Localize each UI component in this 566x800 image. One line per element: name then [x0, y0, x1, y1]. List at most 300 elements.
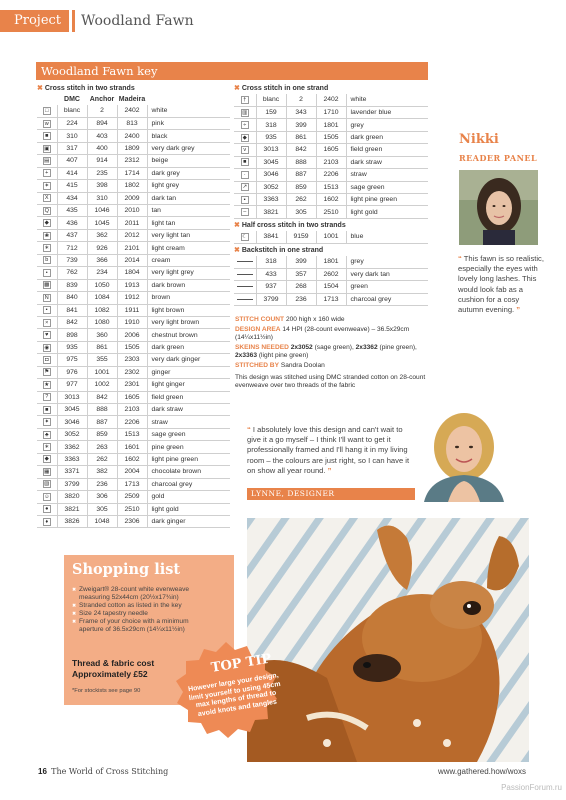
name-cell: light cream [147, 242, 230, 254]
symbol-cell [234, 106, 256, 118]
dmc-cell: 317 [57, 142, 87, 154]
fawn-image [247, 518, 529, 762]
symbol-cell [37, 515, 57, 527]
header-divider [72, 10, 75, 32]
top-tip-text: However large your design, limit yourself to using 45cm max lengths of thread to avoid knots and tangles [187, 672, 281, 718]
name-cell: dark straw [346, 156, 428, 168]
symbol-cell [37, 503, 57, 515]
name-cell: green [346, 281, 428, 293]
stitched-by: STITCHED BY Sandra Doolan [235, 361, 325, 369]
madeira-cell: 1714 [117, 167, 147, 179]
dmc-cell: 3799 [57, 478, 87, 490]
madeira-cell: 2312 [117, 155, 147, 167]
madeira-cell: 813 [117, 117, 147, 129]
backstitch-line-icon [237, 299, 253, 300]
stitch-symbol-icon: ✶ [44, 182, 50, 189]
name-cell: pine green [147, 441, 230, 453]
anchor-cell: 310 [87, 192, 117, 204]
madeira-cell: 2402 [117, 105, 147, 117]
key-table [234, 94, 428, 219]
anchor-cell: 305 [286, 206, 316, 218]
symbol-cell [37, 366, 57, 378]
symbol-cell [37, 304, 57, 316]
table-row [234, 144, 428, 156]
dmc-cell: 3371 [57, 466, 87, 478]
madeira-cell: 2602 [316, 268, 346, 280]
anchor-cell: 236 [286, 293, 316, 305]
dmc-cell: 975 [57, 354, 87, 366]
table-row [37, 428, 230, 440]
symbol-cell [234, 206, 256, 218]
name-cell: ginger [147, 366, 230, 378]
name-cell: dark straw [147, 404, 230, 416]
name-cell: charcoal grey [346, 293, 428, 305]
name-cell: very dark tan [346, 268, 428, 280]
madeira-cell: 2400 [117, 130, 147, 142]
madeira-cell: 1513 [316, 181, 346, 193]
dmc-cell: 3046 [256, 169, 286, 181]
stitch-symbol-icon: ▥ [242, 109, 248, 116]
madeira-cell: 2510 [316, 206, 346, 218]
symbol-cell [37, 341, 57, 353]
symbol-cell [37, 428, 57, 440]
name-cell: field green [147, 391, 230, 403]
table-row [234, 94, 428, 106]
madeira-cell: 2402 [316, 94, 346, 106]
publication-name: The World of Cross Stitching [51, 767, 169, 776]
symbol-cell [37, 379, 57, 391]
symbol-cell [234, 131, 256, 143]
anchor-cell: 887 [286, 169, 316, 181]
dmc-cell: 3363 [256, 194, 286, 206]
madeira-cell: 1713 [316, 293, 346, 305]
list-item: ✖ Stranded cotton as listed in the key [72, 602, 202, 610]
stitch-symbol-icon: w [43, 120, 51, 128]
dmc-cell: 435 [57, 205, 87, 217]
stitch-symbol-icon: ■ [43, 132, 51, 140]
dmc-cell: 3799 [256, 293, 286, 305]
stitch-symbol-icon: ☾ [242, 233, 248, 240]
table-row [37, 205, 230, 217]
anchor-cell: 360 [87, 329, 117, 341]
table-row [37, 366, 230, 378]
table-row [37, 316, 230, 328]
table-row [234, 293, 428, 305]
madeira-cell: 2009 [117, 192, 147, 204]
madeira-cell: 1505 [316, 131, 346, 143]
key-table [234, 256, 428, 306]
dmc-cell: 842 [57, 316, 87, 328]
stitch-symbol-icon: ▦ [44, 468, 50, 475]
name-cell: pink [147, 117, 230, 129]
stitch-symbol-icon: ▪ [43, 306, 51, 314]
design-description: This design was stitched using DMC stranded cotton on 28-count evenweave over two threads of the fabric [235, 373, 426, 390]
madeira-cell: 1602 [316, 194, 346, 206]
madeira-cell: 1601 [117, 441, 147, 453]
dmc-cell: 434 [57, 192, 87, 204]
dmc-cell: 224 [57, 117, 87, 129]
stitch-symbol-icon: ◆ [242, 134, 247, 141]
panelist-photo [459, 170, 538, 245]
anchor-cell: 1002 [87, 379, 117, 391]
anchor-cell: 842 [286, 144, 316, 156]
designer-photo [418, 405, 510, 502]
table-row [37, 304, 230, 316]
dmc-cell: 935 [57, 341, 87, 353]
symbol-cell [37, 354, 57, 366]
madeira-cell: 2103 [117, 404, 147, 416]
symbol-cell [37, 453, 57, 465]
symbol-cell [37, 292, 57, 304]
madeira-cell: 1605 [117, 391, 147, 403]
madeira-cell: 2014 [117, 254, 147, 266]
column-header-name [147, 94, 230, 105]
anchor-cell: 362 [87, 229, 117, 241]
madeira-cell: 2103 [316, 156, 346, 168]
symbol-cell [37, 105, 57, 117]
page-number: 16 [38, 767, 47, 776]
name-cell: dark brown [147, 279, 230, 291]
dmc-cell: 935 [256, 131, 286, 143]
dmc-cell: 407 [57, 155, 87, 167]
column-header-anchor: Anchor [89, 96, 115, 103]
section-title: ✖ Cross stitch in two strands [37, 85, 135, 92]
table-row [37, 329, 230, 341]
symbol-cell [37, 217, 57, 229]
list-item: ✖ Frame of your choice with a minimum aperture of 36.5x29cm (14¼x11½in) [72, 618, 202, 634]
name-cell: tan [147, 205, 230, 217]
table-row [234, 268, 428, 280]
anchor-cell: 403 [87, 130, 117, 142]
symbol-cell [37, 130, 57, 142]
stitch-symbol-icon: N [43, 294, 51, 302]
madeira-cell: 1001 [316, 231, 346, 243]
table-row [234, 169, 428, 181]
stitch-symbol-icon: ◆ [44, 456, 49, 463]
cost-value: Approximately £52 [72, 669, 148, 679]
stitch-symbol-icon: ■ [43, 406, 51, 414]
name-cell: charcoal grey [147, 478, 230, 490]
anchor-cell: 1045 [87, 217, 117, 229]
dmc-cell: 3013 [57, 391, 87, 403]
symbol-cell [234, 256, 256, 268]
stitch-symbol-icon: ▣ [44, 145, 50, 152]
stitch-symbol-icon: ❀ [44, 232, 50, 239]
madeira-cell: 2206 [117, 416, 147, 428]
madeira-cell: 1809 [117, 142, 147, 154]
name-cell: lavender blue [346, 106, 428, 118]
name-cell: straw [147, 416, 230, 428]
table-row [37, 441, 230, 453]
anchor-cell: 1001 [87, 366, 117, 378]
madeira-cell: 2306 [117, 515, 147, 527]
design-notes [235, 316, 431, 392]
madeira-cell: 2006 [117, 329, 147, 341]
stitch-symbol-icon: ⚑ [44, 369, 50, 376]
section-title: ✖ Backstitch in one strand [234, 246, 324, 254]
madeira-cell: 1913 [117, 279, 147, 291]
table-row [37, 155, 230, 167]
stitch-symbol-icon: † [241, 96, 249, 104]
table-row [37, 292, 230, 304]
designer-credit: LYNNE, DESIGNER [247, 488, 415, 500]
symbol-cell [37, 142, 57, 154]
symbol-cell [37, 155, 57, 167]
symbol-cell [37, 167, 57, 179]
anchor-cell: 1084 [87, 292, 117, 304]
footer-url: www.gathered.how/woxs [437, 767, 526, 776]
anchor-cell: 1046 [87, 205, 117, 217]
anchor-cell: 268 [286, 281, 316, 293]
symbol-cell [37, 117, 57, 129]
symbol-cell [37, 205, 57, 217]
table-row [37, 105, 230, 117]
stitch-symbol-icon: ☺ [43, 493, 50, 500]
anchor-cell: 2 [87, 105, 117, 117]
panelist-quote: “ This fawn is so realistic, especially the eyes with lovely long lashes. This would look fab as a cushion for a cosy autumn evening. ” [458, 254, 544, 315]
stitch-symbol-icon: ✦ [44, 419, 50, 426]
dmc-cell: 3826 [57, 515, 87, 527]
stitch-symbol-icon: ∗ [44, 444, 50, 451]
name-cell: grey [346, 119, 428, 131]
stitch-symbol-icon: ◉ [44, 344, 50, 351]
dmc-cell: 937 [256, 281, 286, 293]
table-row [37, 391, 230, 403]
anchor-cell: 305 [87, 503, 117, 515]
anchor-cell: 859 [87, 428, 117, 440]
dmc-cell: 159 [256, 106, 286, 118]
backstitch-line-icon [237, 286, 253, 287]
name-cell: dark green [346, 131, 428, 143]
dmc-cell: blanc [57, 105, 87, 117]
symbol-cell [37, 391, 57, 403]
madeira-cell: 2509 [117, 491, 147, 503]
anchor-cell: 888 [286, 156, 316, 168]
madeira-cell: 2301 [117, 379, 147, 391]
column-header-symbol [37, 94, 57, 105]
anchor-cell: 2 [286, 94, 316, 106]
portrait-image [459, 170, 538, 245]
stitch-symbol-icon: ▩ [44, 282, 50, 289]
anchor-cell: 861 [87, 341, 117, 353]
madeira-cell: 1710 [316, 106, 346, 118]
name-cell: light pine green [147, 453, 230, 465]
anchor-cell: 382 [87, 466, 117, 478]
stitch-symbol-icon: ♥ [43, 331, 51, 339]
stitch-symbol-icon: ▪ [241, 196, 249, 204]
table-row [234, 256, 428, 268]
symbol-cell [234, 281, 256, 293]
stitch-symbol-icon: ◘ [43, 356, 51, 364]
name-cell: light grey [147, 180, 230, 192]
stitch-symbol-icon: X [43, 194, 51, 202]
column-header-dmc: DMC [64, 96, 80, 103]
dmc-cell: 739 [57, 254, 87, 266]
name-cell: very light grey [147, 267, 230, 279]
table-row [234, 281, 428, 293]
fawn-cross-stitch-photo [247, 518, 529, 762]
table-row [234, 131, 428, 143]
madeira-cell: 1911 [117, 304, 147, 316]
madeira-cell: 2011 [117, 217, 147, 229]
anchor-cell: 1080 [87, 316, 117, 328]
name-cell: beige [147, 155, 230, 167]
stitch-symbol-icon: • [43, 269, 51, 277]
shopping-items [72, 586, 202, 635]
dmc-cell: 3052 [256, 181, 286, 193]
table-row [37, 142, 230, 154]
dmc-cell: 762 [57, 267, 87, 279]
dmc-cell: 433 [256, 268, 286, 280]
table-row [37, 242, 230, 254]
dmc-cell: 3013 [256, 144, 286, 156]
anchor-cell: 262 [286, 194, 316, 206]
symbol-cell [234, 268, 256, 280]
dmc-cell: 3841 [256, 231, 286, 243]
madeira-cell: 1912 [117, 292, 147, 304]
stitch-symbol-icon: ■ [241, 158, 249, 166]
stitch-symbol-icon: · [241, 171, 249, 179]
name-cell: light ginger [147, 379, 230, 391]
name-cell: light pine green [346, 194, 428, 206]
page-footer-left [38, 767, 168, 776]
symbol-cell [37, 466, 57, 478]
key-table [37, 94, 230, 528]
anchor-cell: 343 [286, 106, 316, 118]
backstitch-line-icon [237, 274, 253, 275]
symbol-cell [234, 119, 256, 131]
stitch-symbol-icon: + [43, 169, 51, 177]
cross-icon: ✖ [234, 85, 240, 92]
table-row [234, 119, 428, 131]
name-cell: straw [346, 169, 428, 181]
table-row [37, 180, 230, 192]
table-row [37, 130, 230, 142]
madeira-cell: 2010 [117, 205, 147, 217]
symbol-cell [37, 404, 57, 416]
table-row [37, 379, 230, 391]
madeira-cell: 1602 [117, 453, 147, 465]
name-cell: sage green [147, 428, 230, 440]
dmc-cell: 3362 [57, 441, 87, 453]
backstitch-line-icon [237, 261, 253, 262]
symbol-cell [234, 194, 256, 206]
name-cell: grey [346, 256, 428, 268]
stitch-symbol-icon: b [43, 256, 51, 264]
name-cell: field green [346, 144, 428, 156]
dmc-cell: blanc [256, 94, 286, 106]
madeira-cell: 2101 [117, 242, 147, 254]
dmc-cell: 415 [57, 180, 87, 192]
section-title: ✖ Cross stitch in one strand [234, 85, 329, 92]
anchor-cell: 355 [87, 354, 117, 366]
table-row [37, 466, 230, 478]
anchor-cell: 398 [87, 180, 117, 192]
section-tag: Project [0, 10, 69, 32]
dmc-cell: 3045 [57, 404, 87, 416]
table-row [234, 206, 428, 218]
madeira-cell: 1605 [316, 144, 346, 156]
name-cell: chocolate brown [147, 466, 230, 478]
stitch-symbol-icon: ÷ [241, 121, 249, 129]
table-row [37, 279, 230, 291]
symbol-cell [37, 192, 57, 204]
table-row [234, 156, 428, 168]
name-cell: light tan [147, 217, 230, 229]
stitch-symbol-icon: ▧ [44, 481, 50, 488]
section-title: ✖ Half cross stitch in two strands [234, 221, 346, 229]
dmc-cell: 3821 [256, 206, 286, 218]
table-row [37, 254, 230, 266]
stitch-symbol-icon: □ [43, 107, 51, 115]
madeira-cell: 1505 [117, 341, 147, 353]
anchor-cell: 400 [87, 142, 117, 154]
name-cell: very dark grey [147, 142, 230, 154]
dmc-cell: 840 [57, 292, 87, 304]
table-row [37, 478, 230, 490]
top-tip-title: TOP TIP [210, 651, 273, 676]
stitch-symbol-icon: Q [44, 207, 49, 214]
stitch-symbol-icon: ∗ [44, 245, 50, 252]
panelist-role: READER PANEL [459, 153, 538, 163]
name-cell: black [147, 130, 230, 142]
anchor-cell: 399 [286, 256, 316, 268]
table-row [234, 106, 428, 118]
table-row [37, 503, 230, 515]
anchor-cell: 306 [87, 491, 117, 503]
symbol-cell [234, 231, 256, 243]
madeira-cell: 1713 [117, 478, 147, 490]
table-row [37, 341, 230, 353]
panelist-name: Nikki [459, 132, 499, 147]
page-title: Woodland Fawn [81, 13, 194, 29]
name-cell: very dark ginger [147, 354, 230, 366]
dmc-cell: 318 [256, 256, 286, 268]
madeira-cell: 1802 [117, 180, 147, 192]
anchor-cell: 1048 [87, 515, 117, 527]
dmc-cell: 977 [57, 379, 87, 391]
madeira-cell: 1513 [117, 428, 147, 440]
symbol-cell [234, 144, 256, 156]
dmc-cell: 318 [256, 119, 286, 131]
table-row [37, 267, 230, 279]
anchor-cell: 263 [87, 441, 117, 453]
symbol-cell [234, 181, 256, 193]
symbol-cell [234, 169, 256, 181]
page-header [0, 10, 194, 32]
symbol-cell [234, 293, 256, 305]
cross-icon: ✖ [37, 85, 43, 92]
column-header-madeira: Madeira [118, 96, 146, 103]
name-cell: gold [147, 491, 230, 503]
name-cell: white [346, 94, 428, 106]
name-cell: blue [346, 231, 428, 243]
madeira-cell: 1504 [316, 281, 346, 293]
dmc-cell: 898 [57, 329, 87, 341]
table-row [37, 491, 230, 503]
anchor-cell: 1082 [87, 304, 117, 316]
shopping-title: Shopping list [72, 561, 181, 578]
stitch-symbol-icon: – [241, 208, 249, 216]
anchor-cell: 399 [286, 119, 316, 131]
name-cell: dark tan [147, 192, 230, 204]
symbol-cell [37, 491, 57, 503]
anchor-cell: 235 [87, 167, 117, 179]
madeira-cell: 1801 [316, 256, 346, 268]
dmc-cell: 3821 [57, 503, 87, 515]
name-cell: very light brown [147, 316, 230, 328]
madeira-cell: 1910 [117, 316, 147, 328]
